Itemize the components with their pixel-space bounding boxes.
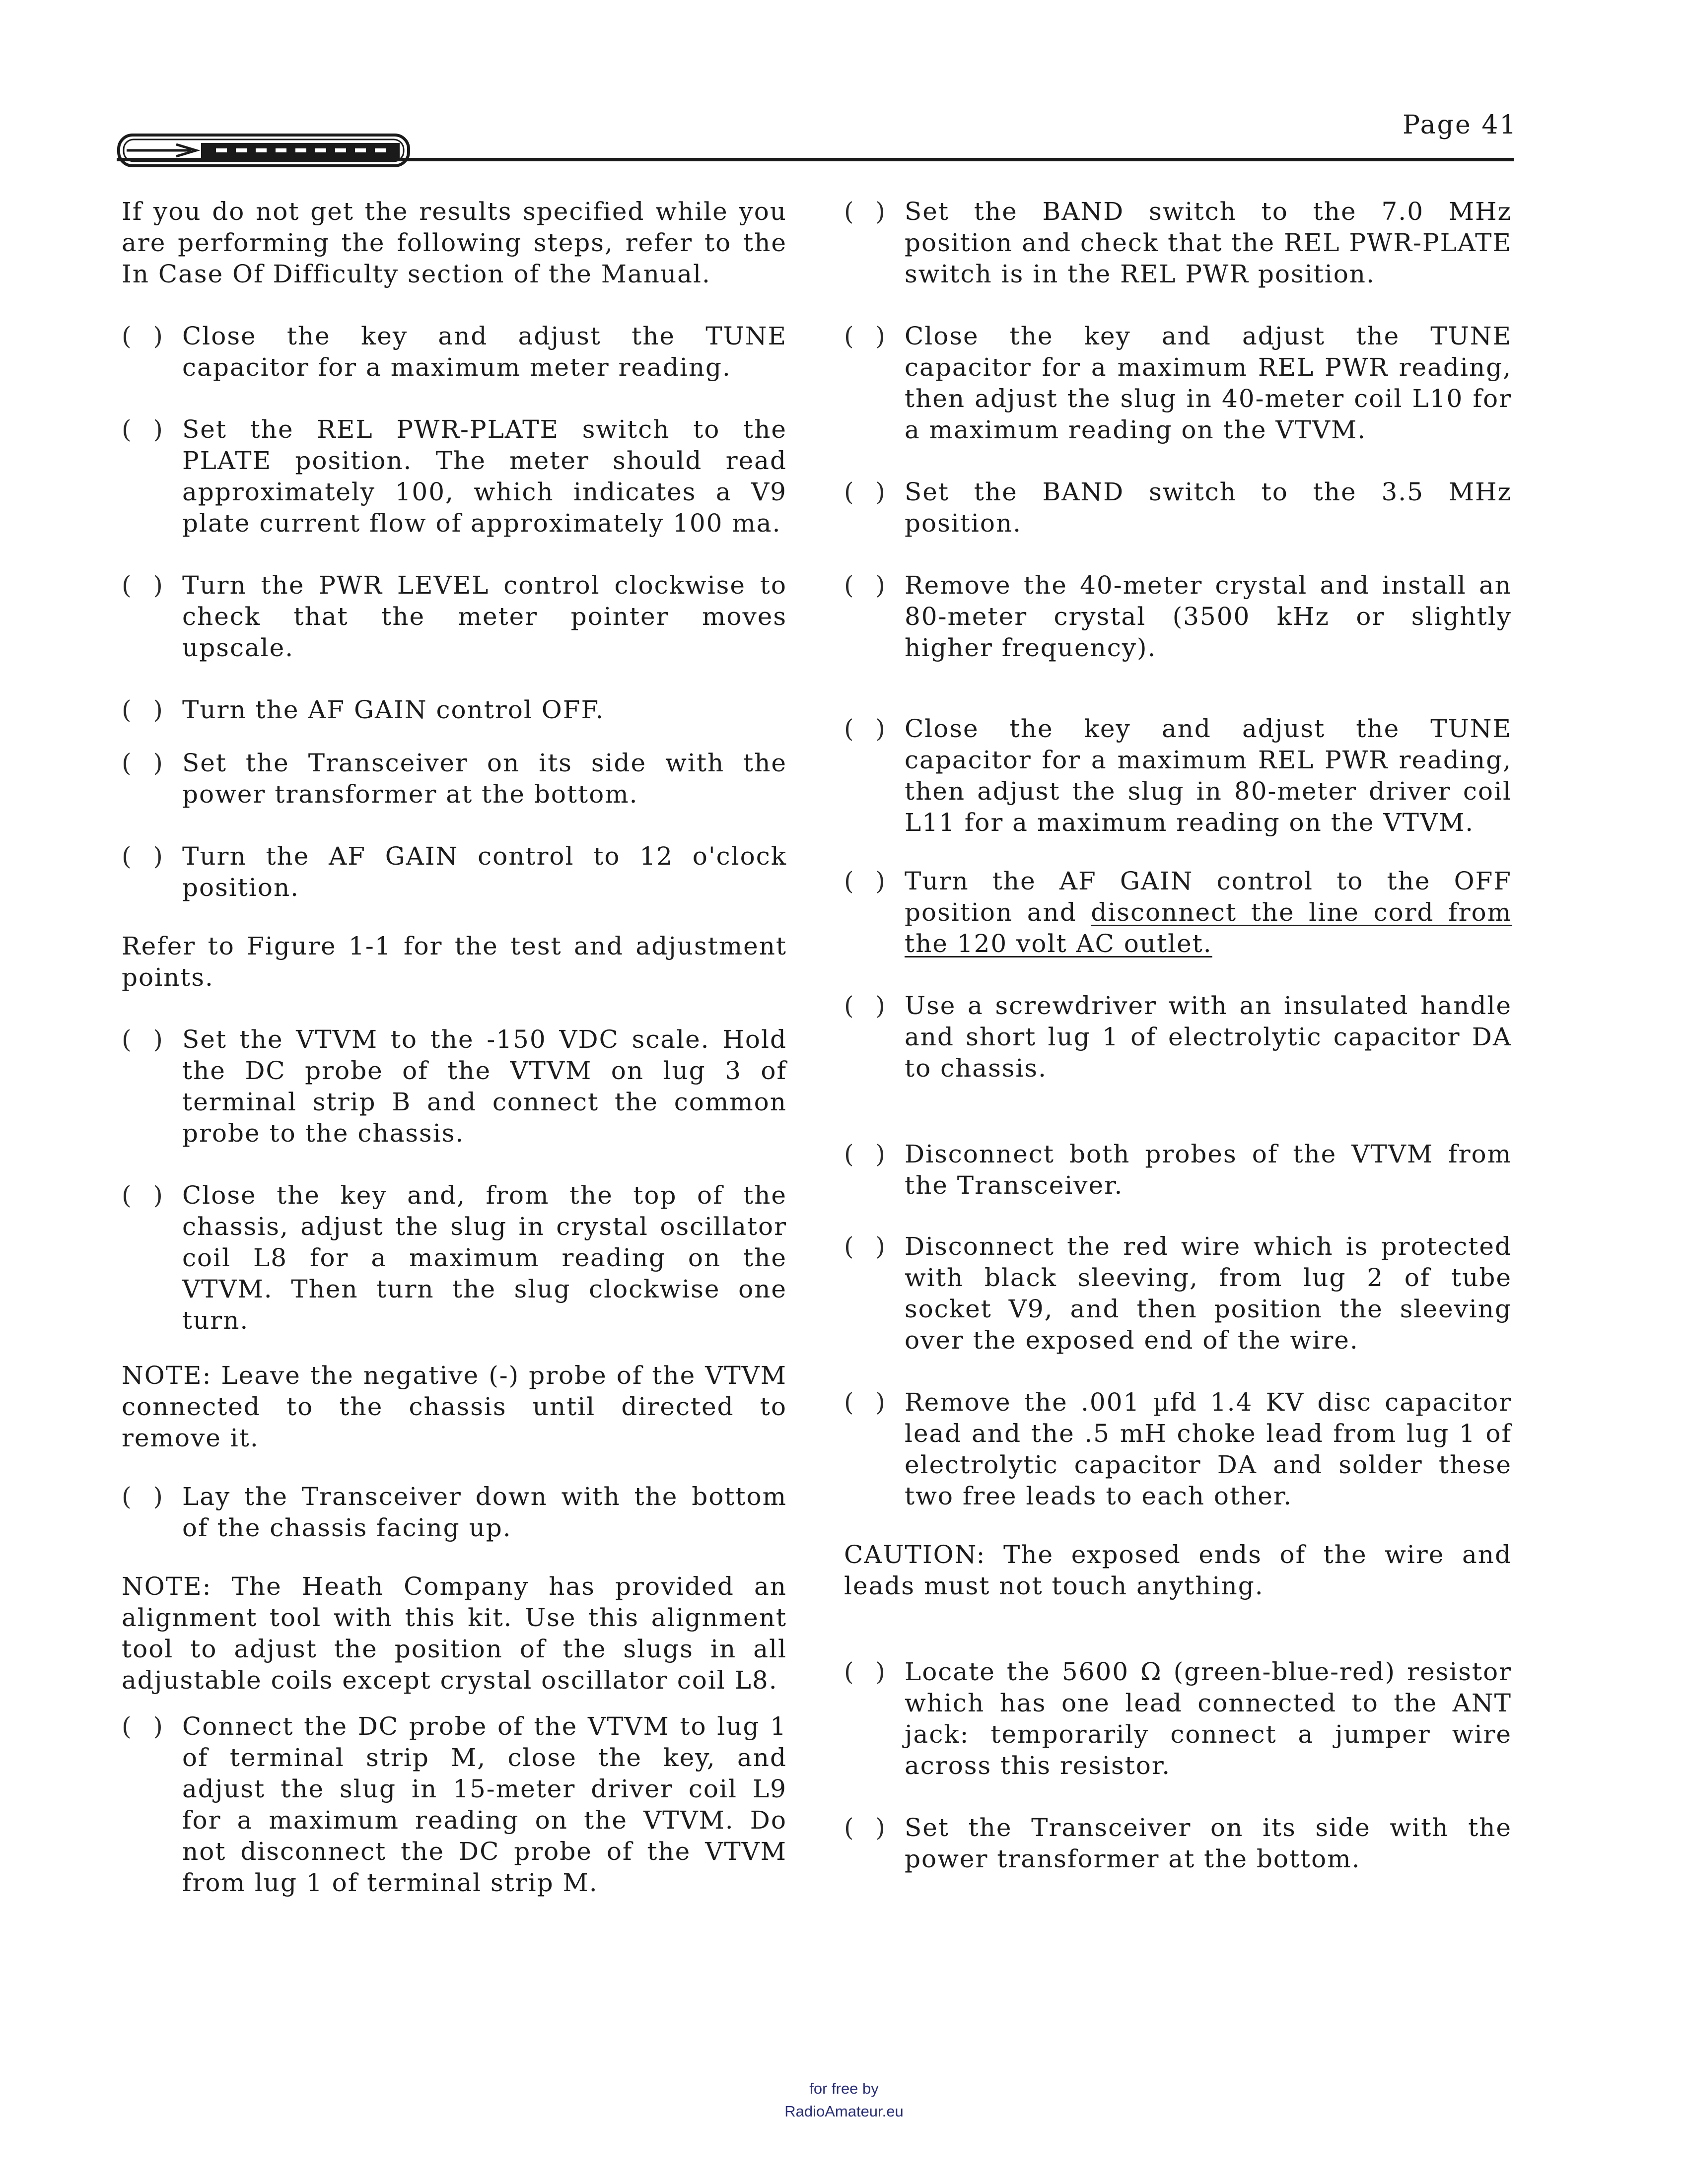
step-checkbox[interactable]: ( ) (844, 197, 892, 226)
step-item (122, 1180, 787, 1336)
step-checkbox[interactable]: ( ) (122, 415, 170, 444)
footer-site-link[interactable]: RadioAmateur.eu (784, 2103, 904, 2120)
step-text: Close the key and adjust the TUNE capacitor for a maximum meter reading. (182, 322, 787, 382)
step-item (844, 1812, 1512, 1875)
step-item (122, 694, 787, 726)
step-checkbox[interactable]: ( ) (844, 322, 892, 350)
step-text: Set the VTVM to the -150 VDC scale. Hold the DC probe of the VTVM on lug 3 of terminal strip B and connect the common probe to the chassis. (182, 1025, 787, 1148)
step-item (844, 990, 1512, 1084)
step-item (122, 1711, 787, 1899)
step-text: Set the BAND switch to the 7.0 MHz position and check that the REL PWR-PLATE switch is in the REL PWR position. (905, 197, 1512, 288)
step-text-plain: Turn the AF GAIN control to the OFF position and (905, 867, 1512, 927)
underlined-warning: disconnect the line cord from the 120 volt AC outlet. (905, 898, 1512, 958)
step-text: Remove the 40-meter crystal and install an 80-meter crystal (3500 kHz or slightly higher frequency). (905, 571, 1512, 662)
step-checkbox[interactable]: ( ) (122, 322, 170, 350)
step-checkbox[interactable]: ( ) (122, 1025, 170, 1054)
step-text: Turn the PWR LEVEL control clockwise to check that the meter pointer moves upscale. (182, 571, 787, 662)
step-checkbox[interactable]: ( ) (844, 1140, 892, 1168)
note-paragraph: NOTE: The Heath Company has provided an alignment tool with this kit. Use this alignment tool to adjust the position of the slugs in all adjustable coils except crystal oscillator coil L8. (122, 1572, 787, 1695)
step-item (844, 713, 1512, 838)
step-text: Set the BAND switch to the 3.5 MHz position. (905, 478, 1512, 538)
step-checkbox[interactable]: ( ) (122, 571, 170, 600)
step-item (844, 1656, 1512, 1781)
step-item (122, 841, 787, 903)
step-checkbox[interactable]: ( ) (122, 1181, 170, 1210)
step-item (122, 1024, 787, 1149)
step-text: Locate the 5600 Ω (green-blue-red) resistor which has one lead connected to the ANT jack: temporarily connect a jumper wire across this resistor. (905, 1657, 1512, 1780)
step-checkbox[interactable]: ( ) (844, 1813, 892, 1842)
step-text: Disconnect the red wire which is protected with black sleeving, from lug 2 of tube socket V9, and then position the sleeving over the exposed end of the wire. (905, 1232, 1512, 1355)
step-checkbox[interactable]: ( ) (844, 571, 892, 600)
step-checkbox[interactable]: ( ) (844, 1657, 892, 1686)
step-item (122, 570, 787, 664)
step-item (844, 1231, 1512, 1356)
step-text: Turn the AF GAIN control OFF. (182, 695, 605, 724)
step-item (844, 1139, 1512, 1201)
left-column (122, 196, 787, 1899)
step-item (844, 570, 1512, 664)
heathkit-logo-icon (117, 132, 411, 169)
step-item (844, 196, 1512, 290)
step-item (844, 1387, 1512, 1512)
step-checkbox[interactable]: ( ) (122, 1482, 170, 1511)
page-number: Page 41 (1403, 110, 1518, 140)
step-text: Set the Transceiver on its side with the power transformer at the bottom. (182, 749, 787, 809)
step-text: Remove the .001 µfd 1.4 KV disc capacitor lead and the .5 mH choke lead from lug 1 of electrolytic capacitor DA and solder these two free leads to each other. (905, 1388, 1512, 1510)
step-item (844, 866, 1512, 959)
step-checkbox[interactable]: ( ) (122, 842, 170, 871)
step-item (122, 414, 787, 539)
refer-paragraph: Refer to Figure 1-1 for the test and adjustment points. (122, 932, 787, 992)
step-checkbox[interactable]: ( ) (844, 867, 892, 895)
caution-paragraph: CAUTION: The exposed ends of the wire and leads must not touch anything. (844, 1540, 1512, 1600)
step-text: Set the REL PWR-PLATE switch to the PLATE position. The meter should read approximately 100, which indicates a V9 plate current flow of approximately 100 ma. (182, 415, 787, 538)
footer (0, 2077, 1688, 2123)
step-text: Use a screwdriver with an insulated handle and short lug 1 of electrolytic capacitor DA to chassis. (905, 991, 1512, 1083)
right-column (844, 196, 1512, 1875)
step-item (844, 477, 1512, 539)
step-text: Turn the AF GAIN control to 12 o'clock position. (182, 842, 787, 902)
step-checkbox[interactable]: ( ) (844, 714, 892, 743)
step-text: Connect the DC probe of the VTVM to lug 1 of terminal strip M, close the key, and adjust the slug in 15-meter driver coil L9 for a maximum reading on the VTVM. Do not disconnect the DC probe of the VTVM from lug 1 of terminal strip M. (182, 1712, 787, 1897)
note-paragraph: NOTE: Leave the negative (-) probe of the VTVM connected to the chassis until directed to remove it. (122, 1361, 787, 1452)
step-item (122, 748, 787, 810)
step-text: Set the Transceiver on its side with the power transformer at the bottom. (905, 1813, 1512, 1873)
step-checkbox[interactable]: ( ) (122, 749, 170, 777)
step-text: Lay the Transceiver down with the bottom of the chassis facing up. (182, 1482, 787, 1542)
step-checkbox[interactable]: ( ) (122, 695, 170, 724)
step-text: Close the key and adjust the TUNE capacitor for a maximum REL PWR reading, then adjust the slug in 40-meter coil L10 for a maximum reading on the VTVM. (905, 322, 1512, 444)
step-text (905, 866, 1512, 959)
step-item (844, 321, 1512, 446)
step-checkbox[interactable]: ( ) (844, 1232, 892, 1261)
header-rule (117, 158, 1514, 161)
step-item (122, 321, 787, 383)
step-checkbox[interactable]: ( ) (844, 478, 892, 506)
footer-line: for free by (809, 2080, 879, 2097)
step-item (122, 1481, 787, 1544)
step-checkbox[interactable]: ( ) (844, 991, 892, 1020)
step-text: Close the key and adjust the TUNE capacitor for a maximum REL PWR reading, then adjust the slug in 80-meter driver coil L11 for a maximum reading on the VTVM. (905, 714, 1512, 837)
step-text: Disconnect both probes of the VTVM from the Transceiver. (905, 1140, 1512, 1200)
step-checkbox[interactable]: ( ) (844, 1388, 892, 1417)
step-text: Close the key and, from the top of the chassis, adjust the slug in crystal oscillator coil L8 for a maximum reading on the VTVM. Then turn the slug clockwise one turn. (182, 1181, 787, 1335)
step-checkbox[interactable]: ( ) (122, 1712, 170, 1741)
intro-paragraph: If you do not get the results specified while you are performing the following steps, refer to the In Case Of Difficulty section of the Manual. (122, 197, 787, 288)
